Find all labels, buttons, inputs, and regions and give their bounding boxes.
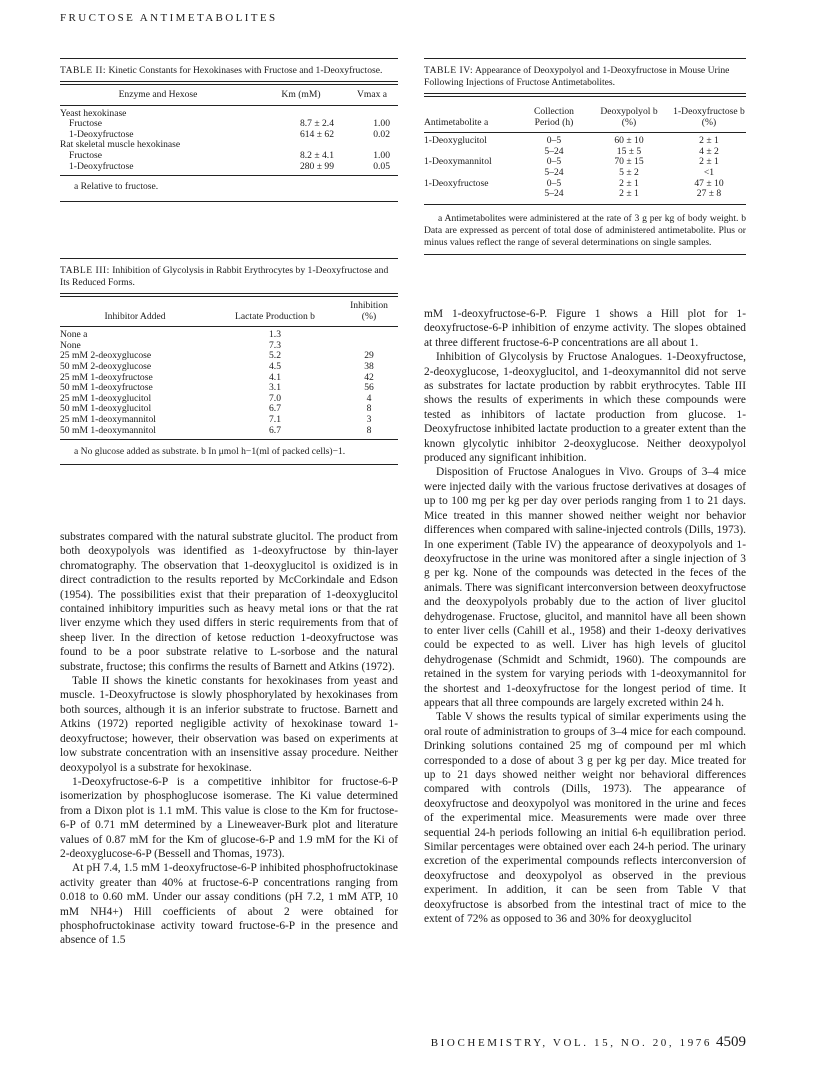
- column-header: (%): [361, 310, 377, 322]
- table-cell: 50 mM 1-deoxyfructose: [60, 382, 153, 394]
- table-cell: 1-Deoxyfructose: [69, 128, 134, 140]
- column-header: Enzyme and Hexose: [118, 89, 198, 100]
- table-cell: 1.00: [373, 118, 390, 130]
- table-cell: 7.1: [269, 413, 281, 425]
- table-cell: [346, 140, 398, 151]
- table-body: [60, 109, 398, 173]
- table-label: TABLE II:: [60, 65, 107, 76]
- column-header: (%): [621, 116, 637, 128]
- table-cell: 6.7: [269, 403, 281, 415]
- table-cell: 1-Deoxymannitol: [424, 156, 492, 168]
- running-head: FRUCTOSE ANTIMETABOLITES: [60, 12, 278, 24]
- table-cell: 56: [364, 382, 374, 394]
- table-cell: [424, 189, 522, 200]
- urine-table: [424, 107, 746, 200]
- body-paragraph: mM 1-deoxyfructose-6-P. Figure 1 shows a Hill plot for 1-deoxyfructose-6-P inhibition of enzyme activity. The slopes obtained at three different fructose-6-P concentrations are all about 1.: [424, 308, 746, 349]
- table-row: [60, 426, 398, 437]
- table-cell: Fructose: [69, 118, 103, 130]
- table-label: TABLE IV:: [424, 65, 474, 76]
- table-footnote: a No glucose added as substrate. b In μmol h−1(ml of packed cells)−1.: [74, 446, 346, 458]
- left-column-text: [60, 530, 398, 948]
- table-cell: 50 mM 1-deoxymannitol: [60, 424, 156, 436]
- table-cell: 0–5: [546, 156, 562, 168]
- column-header: Lactate Production b: [235, 310, 315, 322]
- table-cell: 8.7 ± 2.4: [299, 118, 334, 130]
- table-row: [60, 162, 398, 173]
- table-cell: 50 mM 2-deoxyglucose: [60, 360, 152, 372]
- body-paragraph: Table V shows the results typical of similar experiments using the oral route of administration to groups of 3–4 mice for each compound. Drinking solutions contained 25 mg of compound per ml which corresponded to a dose of about 3 g per kg per day. Mice treated for up to 21 days showed neither weight nor behavioral differences compared with controls (Dills, 1973). The appearance of deoxyfructose and deoxypolyol was monitored in the urine and feces of the experimental mice. Measurements were made over three sequential 24-h periods following an initial 6-h equilibration period. Similar percentages were obtained over each 24-h period. The urinary excretion of the experimental compounds reflects interconversion of deoxyfructose and deoxypolyol as observed in the previous experiment. In addition, it can be seen from Table V that deoxyfructose is absorbed from the intestinal tract of mice to the extent of 72% as opposed to 36 and 30% for deoxyglucitol: [424, 711, 746, 926]
- table-cell: 4 ± 2: [699, 145, 719, 157]
- table-row: [60, 362, 398, 373]
- table-caption: [424, 65, 746, 89]
- table-cell: 0.02: [373, 128, 390, 140]
- table-cell: 25 mM 2-deoxyglucose: [60, 350, 152, 362]
- table-cell: 5–24: [544, 145, 564, 157]
- table-cell: 4: [366, 392, 372, 404]
- table-cell: 42: [364, 371, 374, 383]
- table-body: [60, 330, 398, 436]
- table-header-row: [424, 118, 746, 133]
- table-cell: 70 ± 15: [614, 156, 644, 168]
- table-row: [60, 109, 398, 120]
- table-header-row: [60, 312, 398, 327]
- table-top-rule: [60, 58, 398, 59]
- table-cell: 27 ± 8: [696, 188, 722, 200]
- table-cell: 5 ± 2: [619, 166, 639, 178]
- table-caption: [60, 65, 398, 77]
- table-cell: 2 ± 1: [619, 188, 639, 200]
- column-header: Km (mM): [281, 89, 321, 100]
- table-cell: 614 ± 62: [299, 128, 334, 140]
- table-cell: [424, 168, 522, 179]
- table-cell: 2 ± 1: [699, 135, 719, 147]
- table-cell: 8.2 ± 4.1: [299, 149, 334, 161]
- table-cell: 6.7: [269, 424, 281, 436]
- table-cell: 0–5: [546, 177, 562, 189]
- right-column-text: [424, 307, 746, 926]
- table-cell: 2 ± 1: [619, 177, 639, 189]
- table-row: [60, 140, 398, 151]
- table-cell: 280 ± 99: [299, 160, 334, 172]
- column-header: Inhibitor Added: [104, 310, 166, 322]
- table-cell: <1: [703, 166, 715, 178]
- table-row: [424, 168, 746, 179]
- table-footnote: a Relative to fructose.: [74, 181, 159, 193]
- column-header: Vmax a: [356, 89, 388, 100]
- journal-citation: BIOCHEMISTRY, VOL. 15, NO. 20, 1976: [430, 1037, 712, 1049]
- table-footnote: a Antimetabolites were administered at the rate of 3 g per kg of body weight. b Data are expressed as percent of total dose of administered antimetabolite. Plus or minus values reflect the range of several determinations on single samples.: [424, 212, 746, 248]
- table-cell: 4.5: [269, 360, 281, 372]
- table-cell: Fructose: [69, 149, 103, 161]
- table-cell: 50 mM 1-deoxyglucitol: [60, 403, 152, 415]
- table-header-row: [60, 90, 398, 105]
- table-cell: Yeast hexokinase: [60, 107, 127, 119]
- table-caption: [60, 265, 398, 289]
- table-cell: 15 ± 5: [616, 145, 642, 157]
- table-cell: 4.1: [269, 371, 281, 383]
- table-2: [60, 58, 398, 202]
- table-title: Appearance of Deoxypolyol and 1-Deoxyfructose in Mouse Urine Following Injections of Fructose Antimetabolites.: [424, 65, 730, 88]
- table-cell: 0–5: [546, 135, 562, 147]
- table-cell: 5–24: [544, 166, 564, 178]
- table-cell: 25 mM 1-deoxyfructose: [60, 371, 153, 383]
- kinetic-table: [60, 90, 398, 172]
- table-cell: [346, 109, 398, 120]
- table-cell: 7.3: [269, 339, 281, 351]
- table-title: Kinetic Constants for Hexokinases with Fructose and 1-Deoxyfructose.: [108, 65, 383, 76]
- table-cell: 7.0: [269, 392, 281, 404]
- table-3: [60, 258, 398, 465]
- column-header: Antimetabolite a: [424, 116, 489, 128]
- column-header: Period (h): [534, 116, 574, 128]
- table-cell: 0.05: [373, 160, 390, 172]
- table-cell: 38: [364, 360, 374, 372]
- table-cell: None a: [60, 329, 88, 341]
- table-cell: 5–24: [544, 188, 564, 200]
- table-row: [424, 157, 746, 168]
- table-cell: 60 ± 10: [614, 135, 644, 147]
- body-paragraph: At pH 7.4, 1.5 mM 1-deoxyfructose-6-P inhibited phosphofructokinase activity greater than 40% at fructose-6-P concentrations ranging from 0.018 to 0.60 mM. Under our assay conditions (pH 7.2, 1 mM ATP, 10 mM NH4+) Hill coefficients of about 2 were obtained for phosphofructokinase activity toward fructose-6-P in the presence and absence of 1.5: [60, 862, 398, 947]
- table-cell: 1-Deoxyglucitol: [424, 135, 487, 147]
- table-row: [424, 189, 746, 200]
- column-header: Deoxypolyol b: [600, 106, 658, 117]
- body-paragraph: Disposition of Fructose Analogues in Vivo. Groups of 3–4 mice were injected daily with the various fructose derivatives at dosages of up to 100 mg per kg per day over periods ranging from 1 to 21 days. Mice treated in this manner showed neither weight nor behavior differences when compared with saline-injected controls (Dills, 1973). In one experiment (Table IV) the appearance of deoxypolyols and 1-deoxyfructose in the urine was monitored after a single injection of 3 g per kg. None of the compounds was detected in the feces of the animals. There was significant interconversion between deoxyfructose and the deoxypolyols probably due to the action of liver glucitol dehydrogenase. Fructose, glucitol, and mannitol have all been shown to enter liver cells (Cahill et al., 1958) and their 1-deoxy derivatives could be expected to as well. Liver has high levels of glucitol dehydrogenase (Schmidt and Schmidt, 1960). The compounds are retained in the system for varying periods with 1-deoxymannitol for the shortest and 1-deoxyfructose for the longest period of time. It appears that all three compounds are largely excreted within 24 h.: [424, 466, 746, 709]
- table-cell: 1-Deoxyfructose: [424, 177, 489, 189]
- table-cell: 1.00: [373, 149, 390, 161]
- glycolysis-table: [60, 301, 398, 436]
- table-label: TABLE III:: [60, 265, 110, 276]
- table-cell: 8: [366, 403, 372, 415]
- table-cell: None: [60, 339, 81, 351]
- table-cell: 2 ± 1: [699, 156, 719, 168]
- page-footer: [431, 1034, 746, 1051]
- table-row: [60, 151, 398, 162]
- table-cell: Rat skeletal muscle hexokinase: [60, 139, 181, 151]
- column-header: Collection: [534, 106, 574, 117]
- body-paragraph: Inhibition of Glycolysis by Fructose Analogues. 1-Deoxyfructose, 2-deoxyglucose, 1-deoxyglucitol, and 1-deoxymannitol did not serve as substrates for lactate production by rabbit erythrocytes. Table III shows the results of experiments in which these compounds were tested as inhibitors of lactate production from glucose. 1-Deoxyfructose inhibited lactate production to a greater extent than the known glycolytic inhibitor 2-deoxyglucose. Neither deoxypolyol produced any significant inhibition.: [424, 351, 746, 465]
- table-cell: 25 mM 1-deoxymannitol: [60, 413, 156, 425]
- table-body: [424, 136, 746, 200]
- table-cell: 1.3: [269, 329, 281, 341]
- table-cell: 47 ± 10: [694, 177, 724, 189]
- column-header: Inhibition: [350, 300, 388, 311]
- table-cell: 5.2: [269, 350, 281, 362]
- body-paragraph: substrates compared with the natural substrate glucitol. The product from both deoxypolyols was identified as 1-deoxyfructose by thin-layer chromatography. The observation that 1-deoxyglucitol is oxidized is in direct contradiction to the results reported by McCorkindale and Edson (1954). The possibilities exist that their preparation of 1-deoxyglucitol contained inhibitory impurities such as heavy metal ions or that the rat liver enzyme which they used differs in steric requirements from that of sheep liver. In the direction of ketose reduction 1-deoxyfructose was found to be a poor substrate relative to L-sorbose and the natural substrate, fructose; this confirms the results of Barnett and Atkins (1972).: [60, 531, 398, 673]
- page-number: 4509: [716, 1034, 746, 1050]
- table-cell: 25 mM 1-deoxyglucitol: [60, 392, 152, 404]
- table-cell: 29: [364, 350, 374, 362]
- table-cell: 8: [366, 424, 372, 436]
- table-title: Inhibition of Glycolysis in Rabbit Erythrocytes by 1-Deoxyfructose and Its Reduced Forms.: [60, 265, 389, 288]
- table-row: [60, 415, 398, 426]
- table-cell: [340, 330, 398, 341]
- table-row: [60, 330, 398, 341]
- table-row: [424, 136, 746, 147]
- body-paragraph: 1-Deoxyfructose-6-P is a competitive inhibitor for fructose-6-P isomerization by phosphoglucose isomerase. The Ki value determined from a Dixon plot is 1.1 mM. This value is close to the Km for fructose-6-P of 0.71 mM determined by a Lineweaver-Burk plot and literature values of 0.87 mM for the Km of glucose-6-P and 1.9 mM for the Ki of 2-deoxyglucose-6-P (Bessell and Thomas, 1973).: [60, 775, 398, 860]
- column-header: (%): [701, 116, 717, 128]
- table-cell: 3: [366, 413, 372, 425]
- table-cell: 3.1: [269, 382, 281, 394]
- body-paragraph: Table II shows the kinetic constants for hexokinases from yeast and muscle. 1-Deoxyfructose is slowly phosphorylated by hexokinases from both sources, although it is an inferior substrate to fructose. Barnett and Atkins (1972) reported negligible activity of hexokinase toward 1-deoxyfructose; however, their observation was based on experiments at low substrate concentration with an insensitive assay procedure. Neither deoxypolyol is a substrate for hexokinase.: [60, 675, 398, 774]
- table-cell: 1-Deoxyfructose: [69, 160, 134, 172]
- column-header: 1-Deoxyfructose b: [673, 106, 745, 117]
- table-4: [424, 58, 746, 255]
